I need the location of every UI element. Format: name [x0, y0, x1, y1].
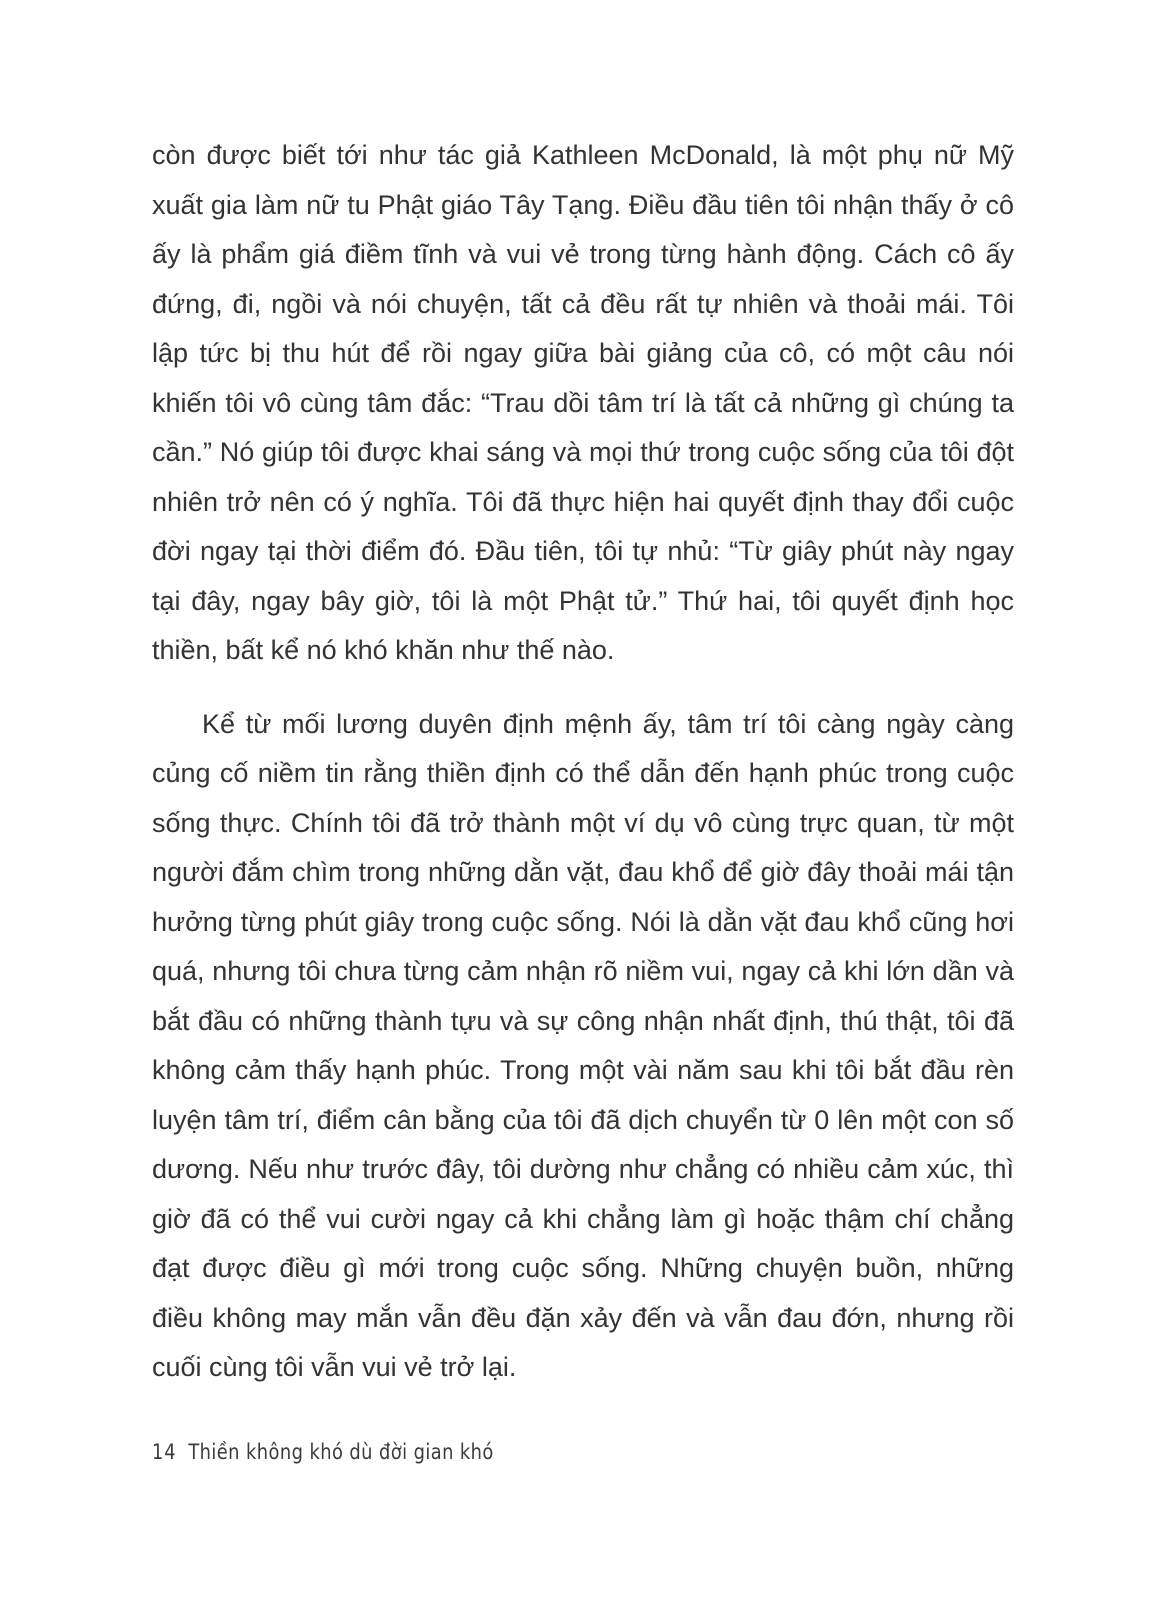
page-footer — [152, 1440, 494, 1464]
body-paragraph-2: Kể từ mối lương duyên định mệnh ấy, tâm trí tôi càng ngày càng củng cố niềm tin rằng thiền định có thể dẫn đến hạnh phúc trong cuộc sống thực. Chính tôi đã trở thành một ví dụ vô cùng trực quan, từ một người đắm chìm trong những dằn vặt, đau khổ để giờ đây thoải mái tận hưởng từng phút giây trong cuộc sống. Nói là dằn vặt đau khổ cũng hơi quá, nhưng tôi chưa từng cảm nhận rõ niềm vui, ngay cả khi lớn dần và bắt đầu có những thành tựu và sự công nhận nhất định, thú thật, tôi đã không cảm thấy hạnh phúc. Trong một vài năm sau khi tôi bắt đầu rèn luyện tâm trí, điểm cân bằng của tôi đã dịch chuyển từ 0 lên một con số dương. Nếu như trước đây, tôi dường như chẳng có nhiều cảm xúc, thì giờ đã có thể vui cười ngay cả khi chẳng làm gì hoặc thậm chí chẳng đạt được điều gì mới trong cuộc sống. Những chuyện buồn, những điều không may mắn vẫn đều đặn xảy đến và vẫn đau đớn, nhưng rồi cuối cùng tôi vẫn vui vẻ trở lại. — [152, 708, 1014, 1382]
body-paragraph-1: còn được biết tới như tác giả Kathleen McDonald, là một phụ nữ Mỹ xuất gia làm nữ tu Phật giáo Tây Tạng. Điều đầu tiên tôi nhận thấy ở cô ấy là phẩm giá điềm tĩnh và vui vẻ trong từng hành động. Cách cô ấy đứng, đi, ngồi và nói chuyện, tất cả đều rất tự nhiên và thoải mái. Tôi lập tức bị thu hút để rồi ngay giữa bài giảng của cô, có một câu nói khiến tôi vô cùng tâm đắc: “Trau dồi tâm trí là tất cả những gì chúng ta cần.” Nó giúp tôi được khai sáng và mọi thứ trong cuộc sống của tôi đột nhiên trở nên có ý nghĩa. Tôi đã thực hiện hai quyết định thay đổi cuộc đời ngay tại thời điểm đó. Đầu tiên, tôi tự nhủ: “Từ giây phút này ngay tại đây, ngay bây giờ, tôi là một Phật tử.” Thứ hai, tôi quyết định học thiền, bất kể nó khó khăn như thế nào. — [152, 140, 1014, 665]
page-body — [152, 131, 1014, 1393]
running-title: Thiền không khó dù đời gian khó — [188, 1440, 494, 1464]
page-number: 14 — [152, 1440, 177, 1464]
